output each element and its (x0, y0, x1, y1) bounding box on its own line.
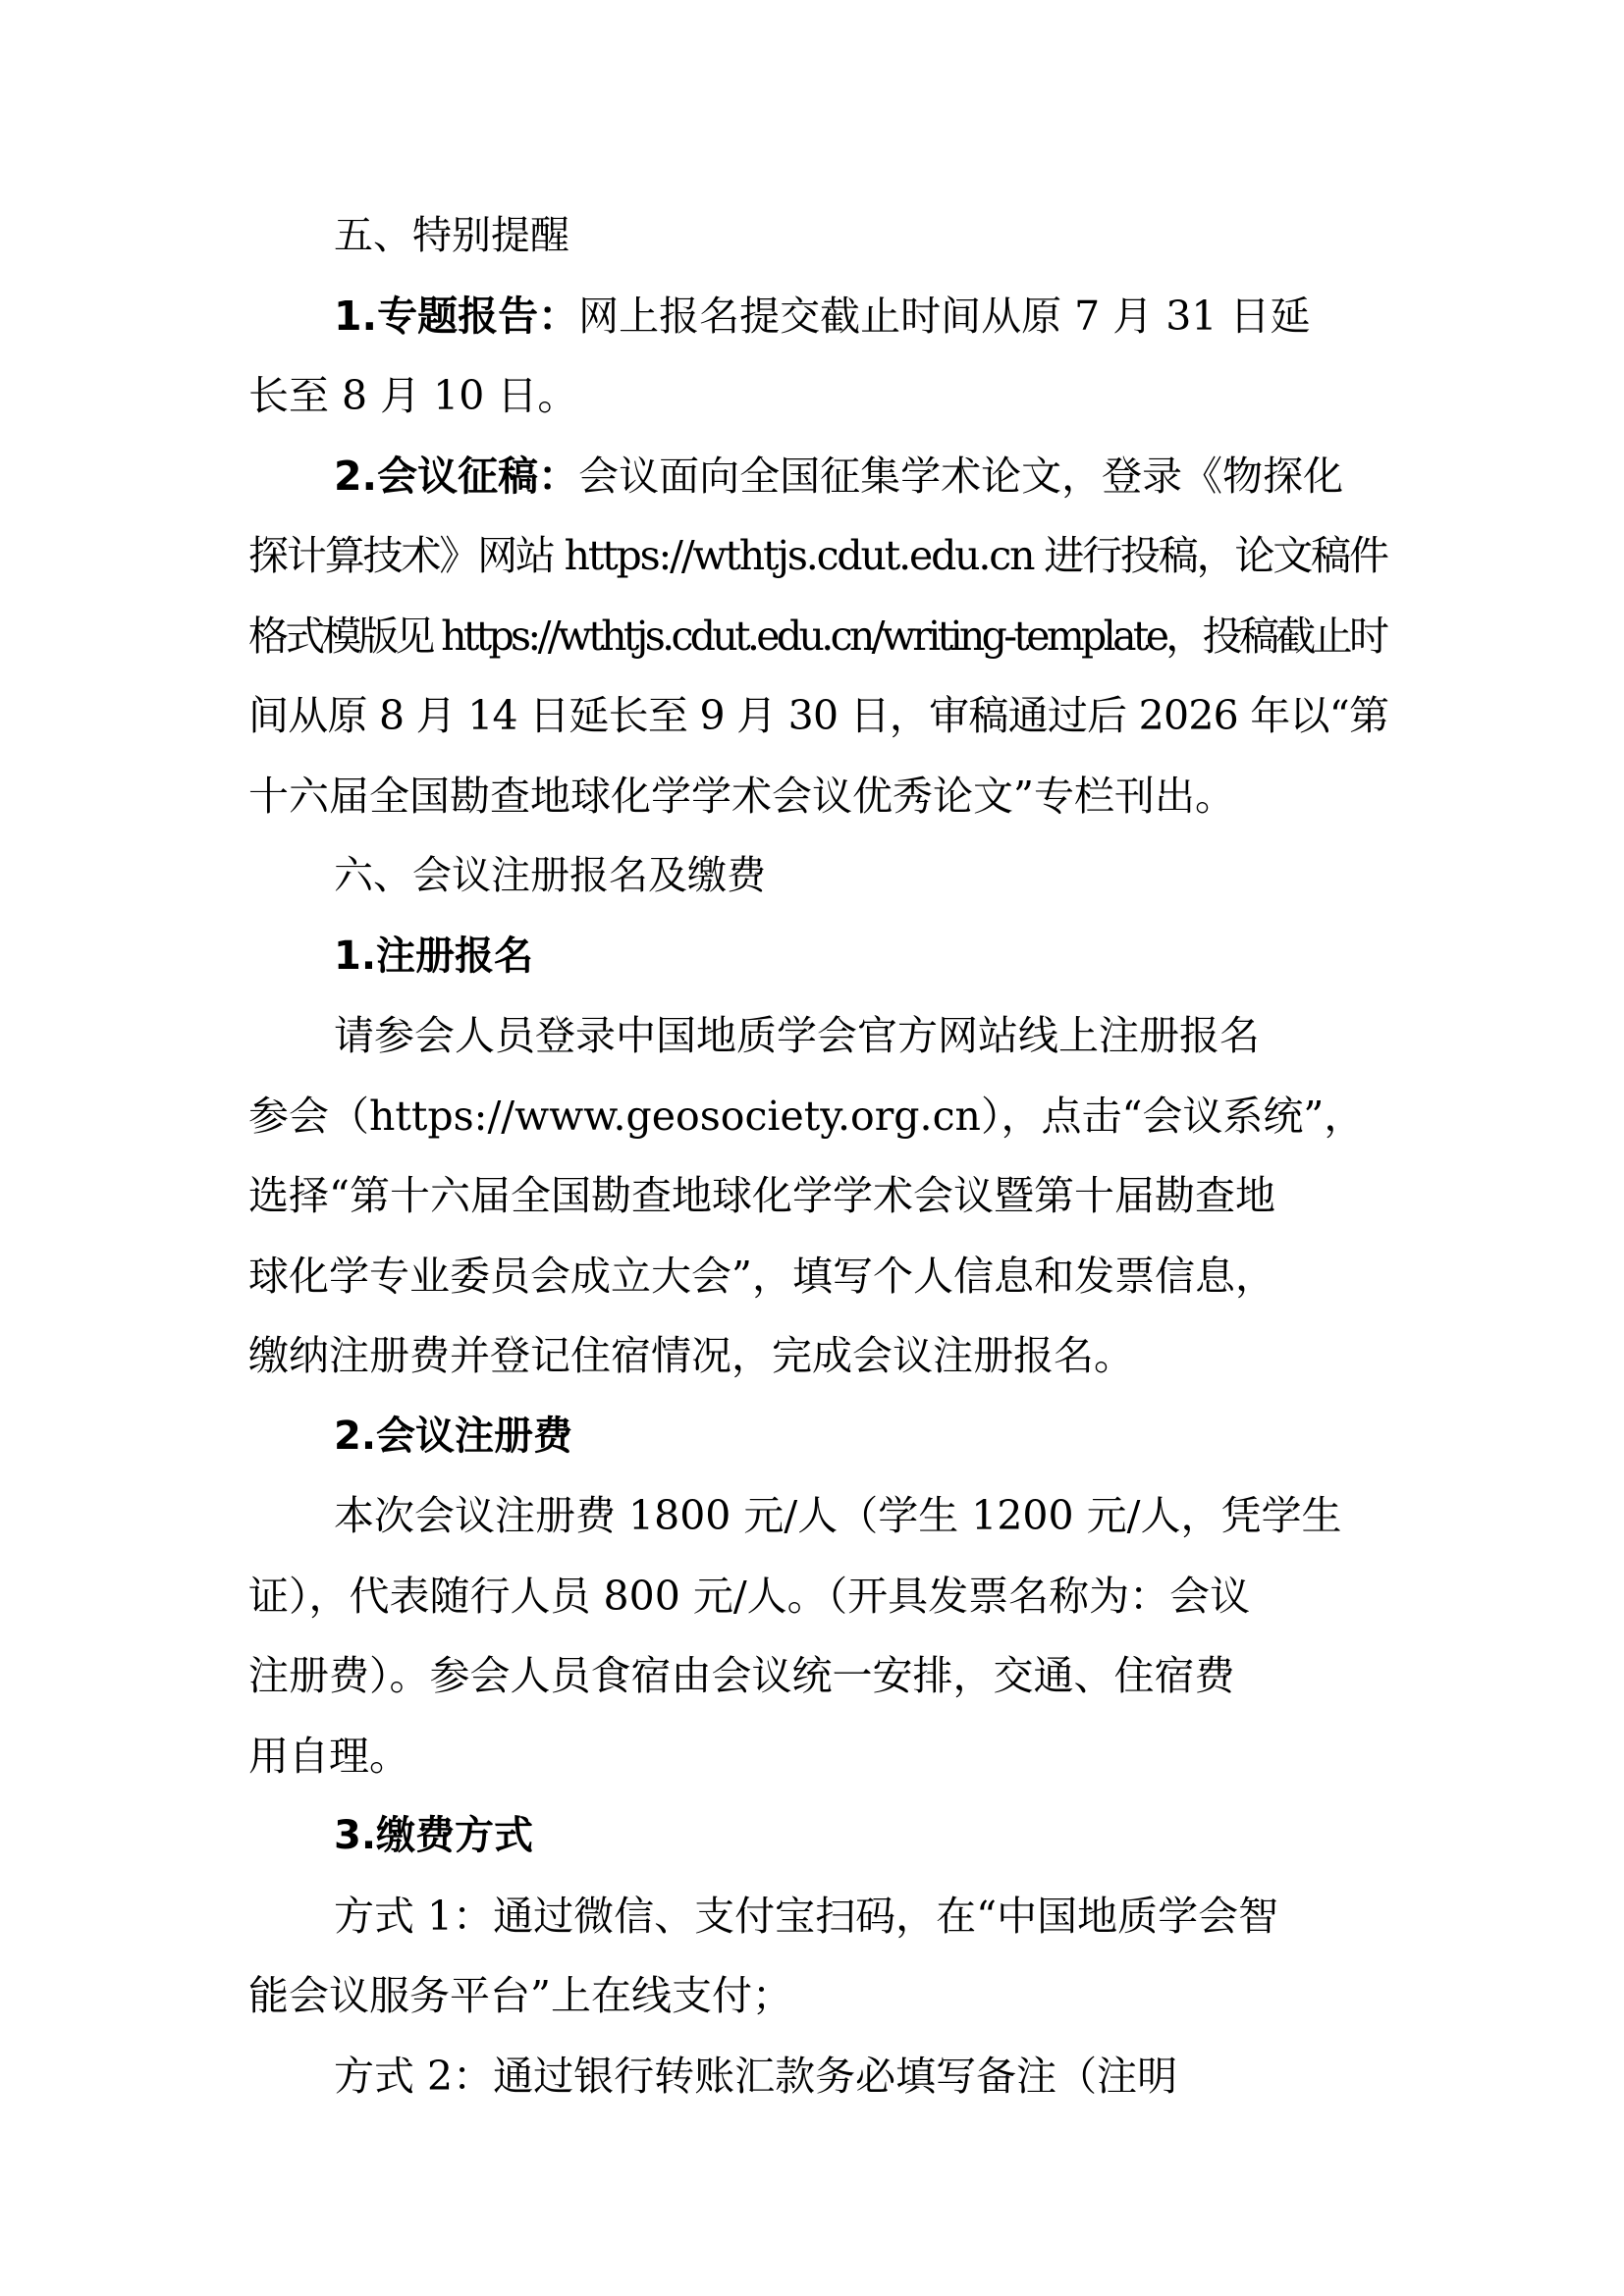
paragraph-call-for-papers-line-2: 探计算技术》网站 https://wthtjs.cdut.edu.cn 进行投稿，论文稿件 (248, 532, 1387, 579)
paragraph-payment-method-1-line-1: 方式 1：通过微信、支付宝扫码，在“中国地质学会智 (334, 1892, 1279, 1940)
paragraph-call-for-papers-line-5: 十六届全国勘查地球化学学术会议优秀论文”专栏刊出。 (248, 772, 1235, 820)
call-for-papers-label: 2.会议征稿： (334, 452, 579, 500)
topic-report-text: 网上报名提交截止时间从原 7 月 31 日延 (578, 292, 1311, 340)
paragraph-fee-line-2: 证），代表随行人员 800 元/人。（开具发票名称为：会议 (248, 1572, 1251, 1620)
paragraph-payment-method-2-line-1: 方式 2：通过银行转账汇款务必填写备注（注明 (334, 2052, 1178, 2100)
paragraph-call-for-papers-line-4: 间从原 8 月 14 日延长至 9 月 30 日，审稿通过后 2026 年以“第 (248, 692, 1389, 739)
paragraph-payment-method-1-line-2: 能会议服务平台”上在线支付； (248, 1972, 792, 2019)
paragraph-fee-line-1: 本次会议注册费 1800 元/人（学生 1200 元/人，凭学生 (334, 1492, 1342, 1539)
paragraph-fee-line-3: 注册费）。参会人员食宿由会议统一安排，交通、住宿费 (248, 1652, 1235, 1699)
paragraph-call-for-papers-line-3: 格式模版见 https://wthtjs.cdut.edu.cn/writing-template，投稿截止时 (248, 612, 1386, 660)
section-heading-special-reminder: 五、特别提醒 (334, 213, 569, 258)
paragraph-fee-line-4: 用自理。 (248, 1732, 409, 1780)
call-for-papers-text: 会议面向全国征集学术论文，登录《物探化 (578, 452, 1344, 500)
paragraph-registration-line-4: 球化学专业委员会成立大会”，填写个人信息和发票信息， (248, 1252, 1275, 1300)
subheading-registration: 1.注册报名 (334, 933, 534, 979)
paragraph-topic-report-line-1 (248, 277, 1389, 357)
subheading-registration-fee: 2.会议注册费 (334, 1413, 573, 1459)
paragraph-registration-line-3: 选择“第十六届全国勘查地球化学学术会议暨第十届勘查地 (248, 1172, 1275, 1219)
section-heading-registration-and-payment: 六、会议注册报名及缴费 (334, 853, 766, 898)
paragraph-call-for-papers-line-1 (248, 437, 1389, 517)
subheading-payment-method: 3.缴费方式 (334, 1813, 534, 1858)
paragraph-registration-line-1: 请参会人员登录中国地质学会官方网站线上注册报名 (334, 1012, 1260, 1059)
topic-report-label: 1.专题报告： (334, 292, 579, 340)
document-body (248, 196, 1389, 2116)
paragraph-topic-report-line-2: 长至 8 月 10 日。 (248, 372, 578, 419)
paragraph-registration-line-5: 缴纳注册费并登记住宿情况，完成会议注册报名。 (248, 1332, 1134, 1379)
paragraph-registration-line-2: 参会（https://www.geosociety.org.cn），点击“会议系统”， (248, 1092, 1365, 1140)
